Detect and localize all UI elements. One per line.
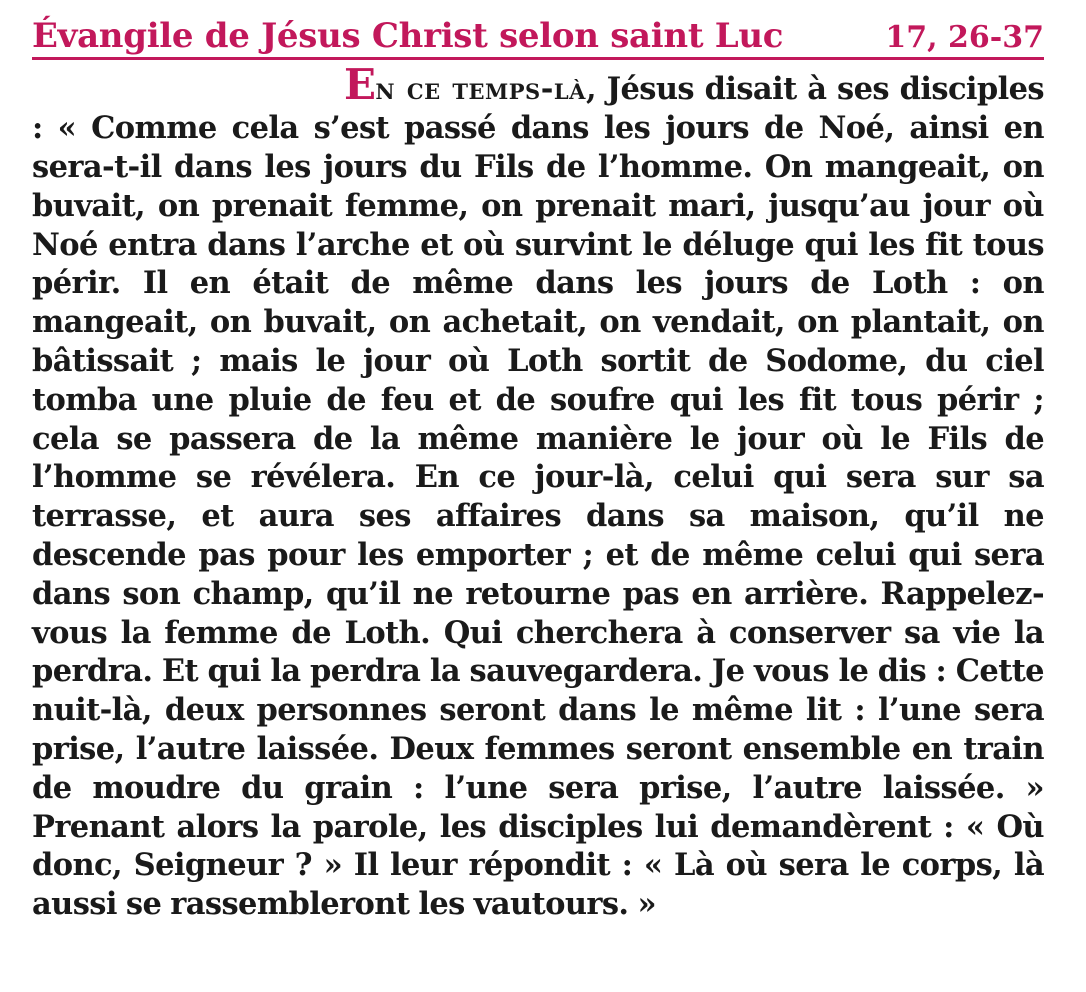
- gospel-text: [32, 60, 1044, 924]
- passage-text: , Jésus disait à ses disciples : « Comme cela s’est passé dans les jours de Noé, ainsi en sera-t-il dans les jours du Fils de l’homme. On mangeait, on buvait, on prenait femme, on prenait mari, jusqu’au jour où Noé entra dans l’arche et où survint le déluge qui les fit tous périr. Il en était de même dans les jours de Loth : on mangeait, on buvait, on achetait, on vendait, on plantait, on bâtissait ; mais le jour où Loth sortit de Sodome, du ciel tomba une pluie de feu et de soufre qui les fit tous périr ; cela se passera de la même manière le jour où le Fils de l’homme se révélera. En ce jour-là, celui qui sera sur sa terrasse, et aura ses affaires dans sa maison, qu’il ne descende pas pour les emporter ; et de même celui qui sera dans son champ, qu’il ne retourne pas en arrière. Rappelez-vous la femme de Loth. Qui cherchera à conserver sa vie la perdra. Et qui la perdra la sauvegardera. Je vous le dis : Cette nuit-là, deux personnes seront dans le même lit : l’une sera prise, l’autre laissée. Deux femmes seront ensemble en train de moudre du grain : l’une sera prise, l’autre laissée. » Prenant alors la parole, les disciples lui demandèrent : « Où donc, Seigneur ? » Il leur répondit : « Là où sera le corps, là aussi se rassembleront les vautours. »: [32, 71, 1044, 923]
- page: [32, 18, 1044, 924]
- gospel-title: Évangile de Jésus Christ selon saint Luc: [32, 16, 784, 56]
- verse-reference: 17, 26-37: [885, 20, 1044, 55]
- smallcaps-lead: n ce temps-là: [375, 71, 586, 108]
- header: [32, 18, 1044, 60]
- drop-cap: E: [344, 60, 376, 110]
